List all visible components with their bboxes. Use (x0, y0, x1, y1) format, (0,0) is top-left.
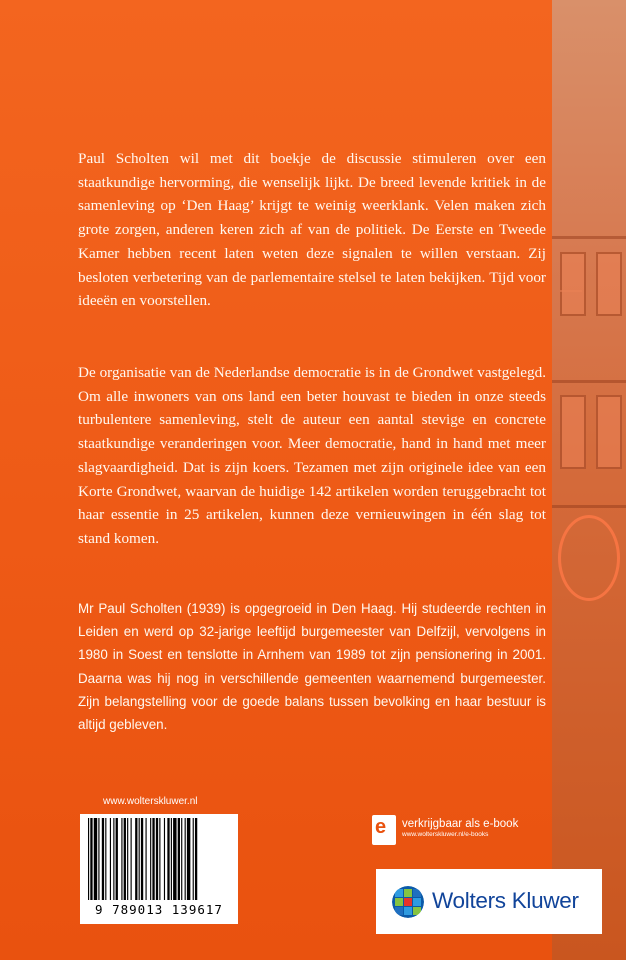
barcode-number: 9 789013 139617 (95, 902, 223, 917)
ebook-url: www.wolterskluwer.nl/e-books (402, 831, 489, 838)
barcode (80, 814, 238, 924)
ebook-notice (402, 818, 518, 839)
description-paragraph-1: Paul Scholten wil met dit boekje de discussie stimuleren over een staatkundige hervorming, die wenselijk lijkt. De breed levende kritiek in de samenleving op ‘Den Haag’ krijgt te weinig weerklank. Velen maken zich grote zorgen, anderen keren zich af van de politiek. De Eerste en Tweede Kamer hebben recent laten weten deze signalen te willen verstaan. Zij besloten verbetering van de parlementaire stelsel te laten bekijken. Tijd voor ideeën en voorstellen. (78, 150, 546, 310)
wolters-kluwer-globe-icon (392, 886, 424, 918)
website-url: www.wolterskluwer.nl (103, 796, 198, 807)
barcode-bars (80, 814, 238, 902)
building-photo-strip (552, 0, 626, 960)
ebook-icon: e (372, 815, 396, 845)
author-bio: Mr Paul Scholten (1939) is opgegroeid in Den Haag. Hij studeerde rechten in Leiden en werd op 32-jarige leeftijd burgemeester van Delfzijl, vervolgens in 1980 in Soest en tenslotte in Arnhem van 1989 tot zijn pensionering in 2001. Daarna was hij nog in verschillende gemeenten waarnemend burgemeester. Zijn belangstelling voor de goede balans tussen bevolking en haar bestuur is altijd gebleven. (78, 601, 546, 733)
publisher-name: Wolters Kluwer (432, 888, 579, 913)
ebook-label: verkrijgbaar als e-book (402, 818, 519, 830)
description-paragraph-2: De organisatie van de Nederlandse democratie is in de Grondwet vastgelegd. Om alle inwoners van ons land een beter houvast te bieden in onze steeds turbulentere samenleving, stelt de auteur een aantal stevige en concrete staatkundige veranderingen voor. Meer democratie, hand in hand met meer slagvaardigheid. Dat is zijn koers. Tezamen met zijn originele idee van een Korte Grondwet, waarvan de huidige 142 artikelen worden teruggebracht tot haar essentie in 25 artikelen, kunnen deze vernieuwingen in één slag tot stand komen. (78, 364, 546, 547)
publisher-logo-box (376, 869, 602, 934)
